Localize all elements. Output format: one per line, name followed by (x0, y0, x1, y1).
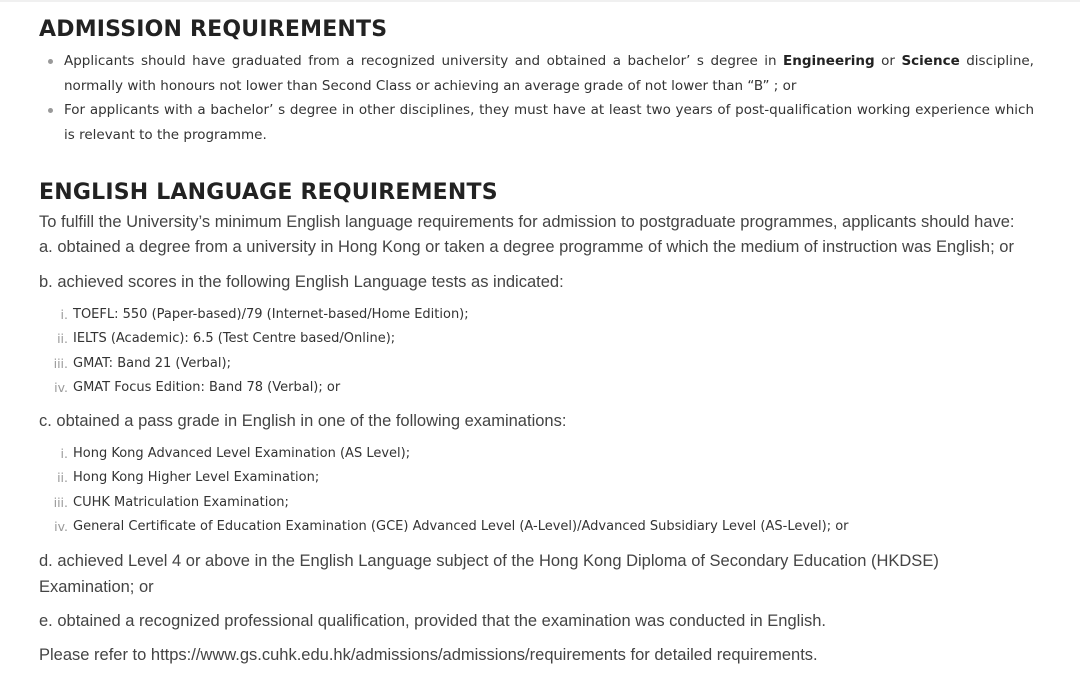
list-number: i. (60, 307, 68, 322)
list-text: Hong Kong Higher Level Examination; (73, 470, 320, 486)
science-term: Science (901, 53, 960, 69)
list-item (39, 327, 1034, 351)
list-number: iii. (53, 494, 68, 510)
list-number: iv. (54, 519, 68, 535)
refer-link-text: Please refer to https://www.gs.cuhk.edu.hk/admissions/admissions/requirements for detailed requirements. (39, 646, 818, 665)
requirement-option-d: d. achieved Level 4 or above in the English Language subject of the Hong Kong Diploma of Secondary Education (HKDSE) Examination; or (39, 552, 939, 597)
bullet-text: For applicants with a bachelor’ s degree in other disciplines, they must have at least two years of post-qualification working experience which is relevant to the programme. (64, 102, 1034, 143)
admission-bullet-item (39, 49, 1034, 98)
requirements-page (0, 2, 1080, 668)
list-number: ii. (57, 470, 68, 486)
english-intro: To fulfill the University’s minimum English language requirements for admission to postgraduate programmes, applicants should have: (39, 213, 1015, 231)
list-text: GMAT Focus Edition: Band 78 (Verbal); or (73, 379, 341, 395)
requirement-option-e: e. obtained a recognized professional qualification, provided that the examination was conducted in English. (39, 612, 827, 631)
admission-bullet-item (39, 98, 1034, 147)
list-number: ii. (57, 331, 68, 347)
admission-requirements-heading: ADMISSION REQUIREMENTS (39, 17, 388, 42)
requirement-option-b: b. achieved scores in the following English Language tests as indicated: (39, 273, 564, 291)
requirement-option-a: a. obtained a degree from a university in Hong Kong or taken a degree programme of which the medium of instruction was English; or (39, 238, 1014, 256)
requirement-option-c: c. obtained a pass grade in English in one of the following examinations: (39, 412, 567, 431)
list-text: GMAT: Band 21 (Verbal); (73, 355, 231, 371)
list-number: iv. (54, 379, 68, 395)
list-item (39, 466, 1034, 490)
list-item (39, 303, 1034, 327)
engineering-term: Engineering (783, 53, 875, 69)
bullet-text: or (874, 53, 902, 69)
list-text: IELTS (Academic): 6.5 (Test Centre based/Online); (73, 331, 396, 347)
admission-bullet-list (39, 49, 1034, 147)
list-number: i. (60, 446, 68, 462)
bullet-dot-icon (48, 108, 53, 113)
bullet-text: discipline, normally with honours not lower than Second Class or achieving an average grade of not lower than “B” ; or (64, 53, 1034, 94)
bullet-text: Applicants should have graduated from a recognized university and obtained a bachelor’ s degree in (64, 53, 784, 69)
list-text: Hong Kong Advanced Level Examination (AS Level); (73, 446, 411, 462)
list-text: CUHK Matriculation Examination; (73, 494, 289, 510)
list-text: TOEFL: 550 (Paper-based)/79 (Internet-based/Home Edition); (73, 307, 469, 322)
list-item (39, 352, 1034, 376)
list-item (39, 515, 1034, 539)
test-scores-list (39, 303, 1034, 400)
list-number: iii. (53, 355, 68, 371)
english-language-requirements-heading: ENGLISH LANGUAGE REQUIREMENTS (39, 180, 498, 205)
list-text: General Certificate of Education Examination (GCE) Advanced Level (A-Level)/Advanced Subsidiary Level (AS-Level); or (73, 519, 849, 535)
examinations-list (39, 442, 1034, 539)
list-item (39, 491, 1034, 515)
list-item (39, 376, 1034, 400)
bullet-dot-icon (48, 59, 53, 64)
list-item (39, 442, 1034, 466)
